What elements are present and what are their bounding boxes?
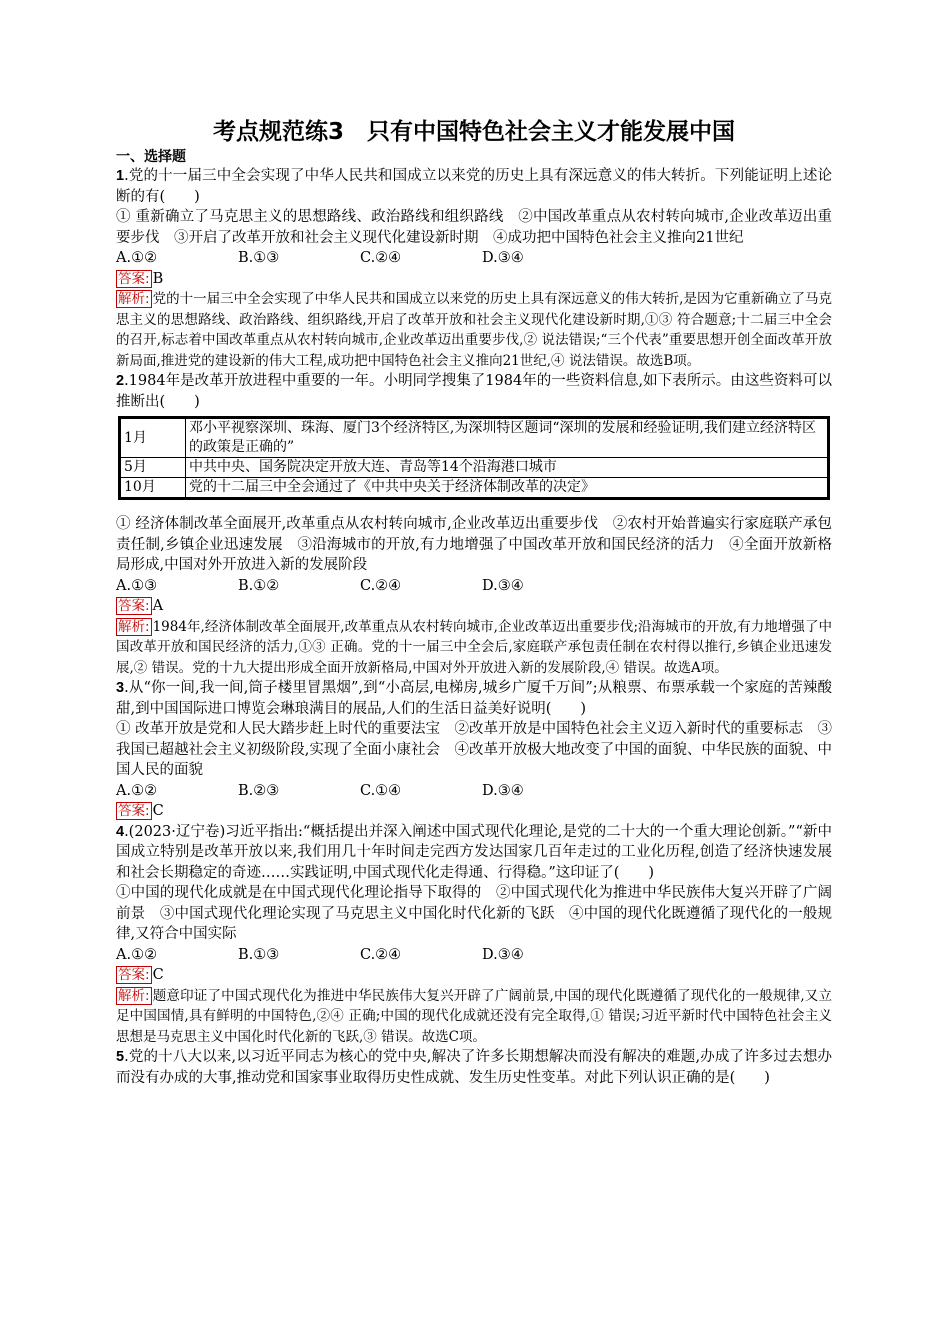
- option-b: B.①③: [238, 250, 280, 266]
- question-1: [116, 166, 832, 371]
- answer-value: C: [152, 803, 164, 819]
- table-cell-event: 中共中央、国务院决定开放大连、青岛等14个沿海港口城市: [186, 458, 829, 478]
- question-statements: ① 经济体制改革全面展开,改革重点从农村转向城市,企业改革迈出重要步伐 ②农村开始普遍实行家庭联产承包责任制,乡镇企业迅速发展 ③沿海城市的开放,有力地增强了中国改革开放和国民经济的活力 ④全面开放新格局形成,中国对外开放进入新的发展阶段: [116, 516, 832, 573]
- question-stem: 2.1984年是改革开放进程中重要的一年。小明同学搜集了1984年的一些资料信息,如下表所示。由这些资料可以推断出( ): [116, 373, 832, 410]
- analysis-tag: 解析:: [118, 291, 150, 307]
- question-5: [116, 1047, 832, 1088]
- analysis-text: 党的十一届三中全会实现了中华人民共和国成立以来党的历史上具有深远意义的伟大转折,是因为它重新确立了马克思主义的思想路线、政治路线、组织路线,开启了改革开放和社会主义现代化建设新时期,①③ 符合题意;十二届三中全会的召开,标志着中国改革重点从农村转向城市,企业改革迈出重要步伐,② 说法错误;“三个代表”重要思想开创全面改革开放新局面,推进党的建设新的伟大工程,成功把中国特色社会主义推向21世纪,④ 说法错误。故选B项。: [116, 291, 832, 369]
- question-options: [116, 781, 832, 802]
- option-d: D.③④: [482, 577, 524, 594]
- question-options: [116, 576, 832, 597]
- answer-tag: 答案:: [118, 803, 150, 819]
- option-d: D.③④: [482, 782, 524, 799]
- option-c: C.①④: [360, 782, 402, 799]
- table-row: [120, 458, 829, 478]
- answer-tag: 答案:: [118, 270, 150, 287]
- analysis-text: 题意印证了中国式现代化为推进中华民族伟大复兴开辟了广阔前景,中国的现代化既遵循了现代化的一般规律,又立足中国国情,具有鲜明的中国特色,②④ 正确;中国的现代化成就还没有完全取得,① 错误;习近平新时代中国特色社会主义思想是马克思主义中国化时代化新的飞跃,③ 错误。故选C项。: [116, 987, 832, 1045]
- option-a: A.①②: [116, 946, 158, 963]
- analysis-tag: 解析:: [118, 987, 150, 1004]
- answer-line: [116, 965, 832, 986]
- question-statements: ①中国的现代化成就是在中国式现代化理论指导下取得的 ②中国式现代化为推进中华民族伟大复兴开辟了广阔前景 ③中国式现代化理论实现了马克思主义中国化时代化新的飞跃 ④中国的现代化既遵循了现代化的一般规律,又符合中国实际: [116, 885, 832, 942]
- analysis-block: [116, 289, 832, 371]
- option-b: B.②③: [238, 782, 280, 799]
- table-row: [120, 418, 829, 458]
- answer-tag: 答案:: [118, 598, 150, 614]
- question-options: [116, 248, 832, 269]
- analysis-block: [116, 986, 832, 1048]
- analysis-block: [116, 617, 832, 679]
- answer-line: [116, 801, 832, 822]
- table-cell-month: 1月: [120, 418, 186, 458]
- analysis-tag: 解析:: [118, 618, 150, 635]
- option-b: B.①②: [238, 577, 280, 594]
- table-cell-event: 邓小平视察深圳、珠海、厦门3个经济特区,为深圳特区题词“深圳的发展和经验证明,我们建立经济特区的政策是正确的”: [186, 418, 829, 458]
- question-4: [116, 822, 832, 1048]
- option-a: A.①②: [116, 782, 158, 799]
- question-stem: 5.党的十八大以来,以习近平同志为核心的党中央,解决了许多长期想解决而没有解决的难题,办成了许多过去想办而没有办成的大事,推动党和国家事业取得历史性成就、发生历史性变革。对此下列认识正确的是( ): [116, 1049, 832, 1086]
- table-cell-month: 10月: [120, 478, 186, 499]
- question-stem: 3.从“你一间,我一间,筒子楼里冒黑烟”,到“小高层,电梯房,城乡广厦千万间”;从粮票、布票承载一个家庭的苦辣酸甜,到中国国际进口博览会琳琅满目的展品,人们的生活日益美好说明( ): [116, 680, 832, 717]
- answer-line: [116, 269, 832, 290]
- answer-value: B: [152, 270, 164, 287]
- section-heading: 一、选择题: [116, 149, 186, 165]
- option-c: C.②④: [360, 946, 402, 963]
- option-a: A.①③: [116, 577, 158, 594]
- table-cell-event: 党的十二届三中全会通过了《中共中央关于经济体制改革的决定》: [186, 478, 829, 499]
- option-d: D.③④: [482, 946, 524, 963]
- question-statements: ① 重新确立了马克思主义的思想路线、政治路线和组织路线 ②中国改革重点从农村转向城市,企业改革迈出重要步伐 ③开启了改革开放和社会主义现代化建设新时期 ④成功把中国特色社会主义推向21世纪: [116, 209, 832, 246]
- question-2: [116, 371, 832, 678]
- option-c: C.②④: [360, 250, 402, 266]
- info-table: [118, 416, 830, 500]
- table-row: [120, 478, 829, 499]
- answer-value: C: [152, 967, 164, 983]
- answer-tag: 答案:: [118, 967, 150, 983]
- page-title: 考点规范练3 只有中国特色社会主义才能发展中国: [212, 119, 735, 145]
- question-number: 2: [116, 373, 125, 389]
- question-stem: 1.党的十一届三中全会实现了中华人民共和国成立以来党的历史上具有深远意义的伟大转折。下列能证明上述论断的有( ): [116, 168, 832, 205]
- question-number: 3: [116, 680, 125, 696]
- question-number: 5: [116, 1049, 125, 1065]
- option-b: B.①③: [238, 946, 280, 963]
- document-page: [116, 116, 832, 1088]
- option-a: A.①②: [116, 250, 158, 266]
- question-options: [116, 945, 832, 966]
- table-cell-month: 5月: [120, 458, 186, 478]
- question-stem: 4.(2023·辽宁卷)习近平指出:“概括提出并深入阐述中国式现代化理论,是党的二十大的一个重大理论创新。”“新中国成立特别是改革开放以来,我们用几十年时间走完西方发达国家几百年走过的工业化历程,创造了经济快速发展和社会长期稳定的奇迹……实践证明,中国式现代化走得通、行得稳。”这印证了( ): [116, 823, 832, 881]
- option-c: C.②④: [360, 577, 402, 594]
- answer-value: A: [152, 598, 164, 614]
- question-statements: ① 改革开放是党和人民大踏步赶上时代的重要法宝 ②改革开放是中国特色社会主义迈入新时代的重要标志 ③我国已超越社会主义初级阶段,实现了全面小康社会 ④改革开放极大地改变了中国的面貌、中华民族的面貌、中国人民的面貌: [116, 721, 832, 778]
- option-d: D.③④: [482, 250, 524, 266]
- analysis-text: 1984年,经济体制改革全面展开,改革重点从农村转向城市,企业改革迈出重要步伐;沿海城市的开放,有力地增强了中国改革开放和国民经济的活力,①③ 正确。党的十一届三中全会后,家庭联产承包责任制在农村得以推行,乡镇企业迅速发展,② 错误。党的十九大提出形成全面开放新格局,中国对外开放进入新的发展阶段,④ 错误。故选A项。: [116, 618, 832, 676]
- question-number: 4: [116, 823, 125, 840]
- question-3: [116, 678, 832, 822]
- answer-line: [116, 596, 832, 617]
- question-number: 1: [116, 168, 125, 184]
